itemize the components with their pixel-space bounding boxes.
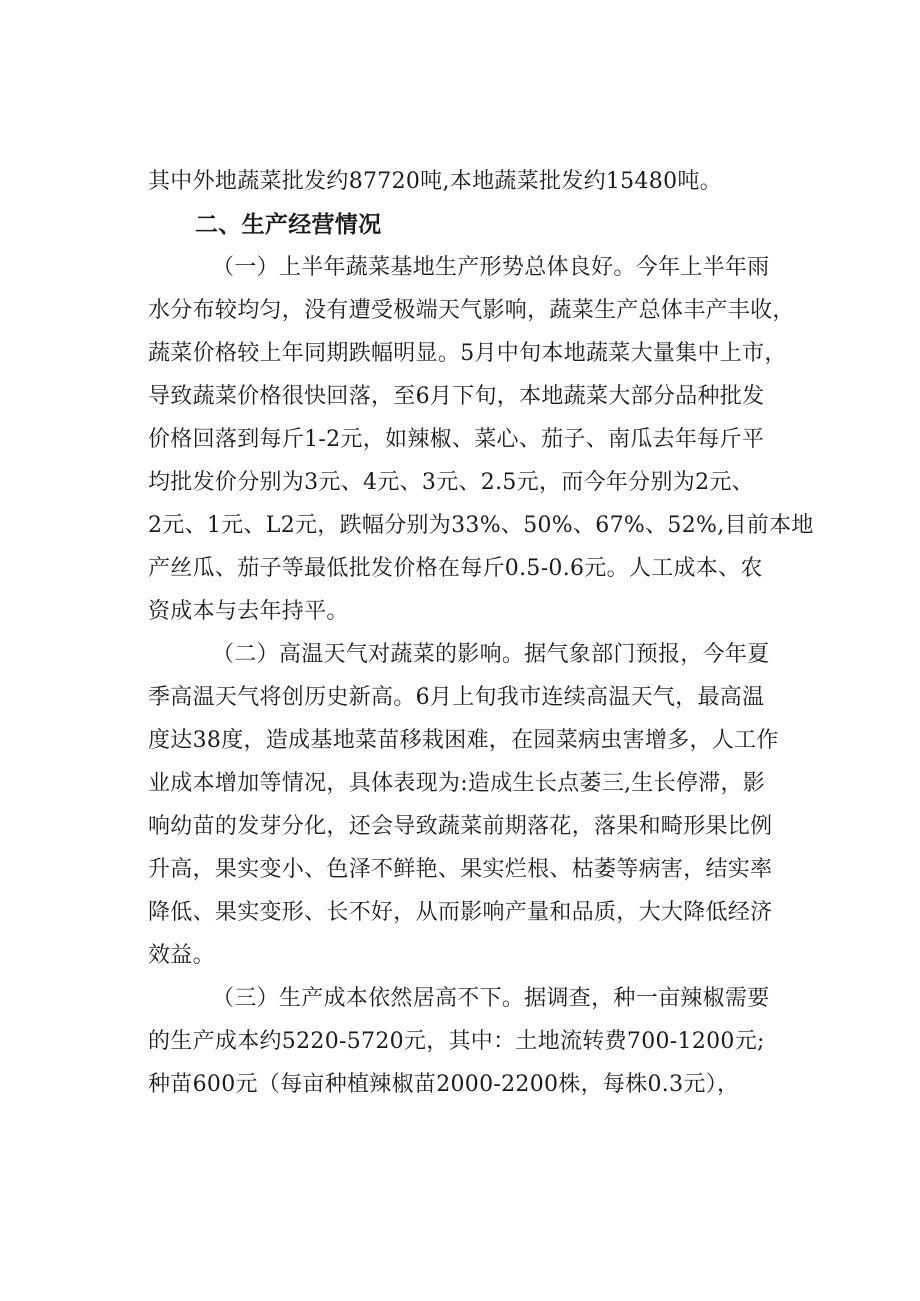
paragraph-line: 蔬菜价格较上年同期跌幅明显。5月中旬本地蔬菜大量集中上市， xyxy=(148,341,787,366)
paragraph-line: 导致蔬菜价格很快回落，至6月下旬，本地蔬菜大部分品种批发 xyxy=(148,384,765,409)
paragraph-line: 资成本与去年持平。 xyxy=(148,599,349,624)
text-line: 其中外地蔬菜批发约87720吨,本地蔬菜批发约15480吨。 xyxy=(148,169,722,194)
paragraph-line: （二）高温天气对蔬菜的影响。据气象部门预报，今年夏 xyxy=(212,642,770,667)
paragraph-line: 业成本增加等情况，具体表现为:造成生长点萎三,生长停滞，影 xyxy=(148,771,766,796)
paragraph-line: 水分布较均匀，没有遭受极端天气影响，蔬菜生产总体丰产丰收， xyxy=(148,298,795,323)
paragraph-line: 产丝瓜、茄子等最低批发价格在每斤0.5-0.6元。人工成本、农 xyxy=(148,556,763,581)
paragraph-line: 季高温天气将创历史新高。6月上旬我市连续高温天气，最高温 xyxy=(148,685,765,710)
paragraph-line: （一）上半年蔬菜基地生产形势总体良好。今年上半年雨 xyxy=(212,255,770,280)
paragraph-line: 响幼苗的发芽分化，还会导致蔬菜前期落花，落果和畸形果比例 xyxy=(148,814,773,839)
paragraph-line: （三）生产成本依然居高不下。据调查，种一亩辣椒需要 xyxy=(212,986,770,1011)
paragraph-line: 种苗600元（每亩种植辣椒苗2000-2200株，每株0.3元）， xyxy=(148,1072,740,1097)
section-heading: 二、生产经营情况 xyxy=(195,212,382,238)
paragraph-line: 的生产成本约5220-5720元，其中：土地流转费700-1200元; xyxy=(148,1029,765,1054)
paragraph-line: 价格回落到每斤1-2元，如辣椒、菜心、茄子、南瓜去年每斤平 xyxy=(148,427,765,452)
paragraph-line: 2元、1元、L2元，跌幅分别为33%、50%、67%、52%,目前本地 xyxy=(148,513,814,538)
paragraph-line: 效益。 xyxy=(148,943,215,968)
paragraph-line: 度达38度，造成基地菜苗移栽困难，在园菜病虫害增多，人工作 xyxy=(148,728,779,753)
paragraph-line: 升高，果实变小、色泽不鲜艳、果实烂根、枯萎等病害，结实率 xyxy=(148,857,773,882)
paragraph-line: 降低、果实变形、长不好，从而影响产量和品质，大大降低经济 xyxy=(148,900,773,925)
paragraph-line: 均批发价分别为3元、4元、3元、2.5元，而今年分别为2元、 xyxy=(148,470,754,495)
